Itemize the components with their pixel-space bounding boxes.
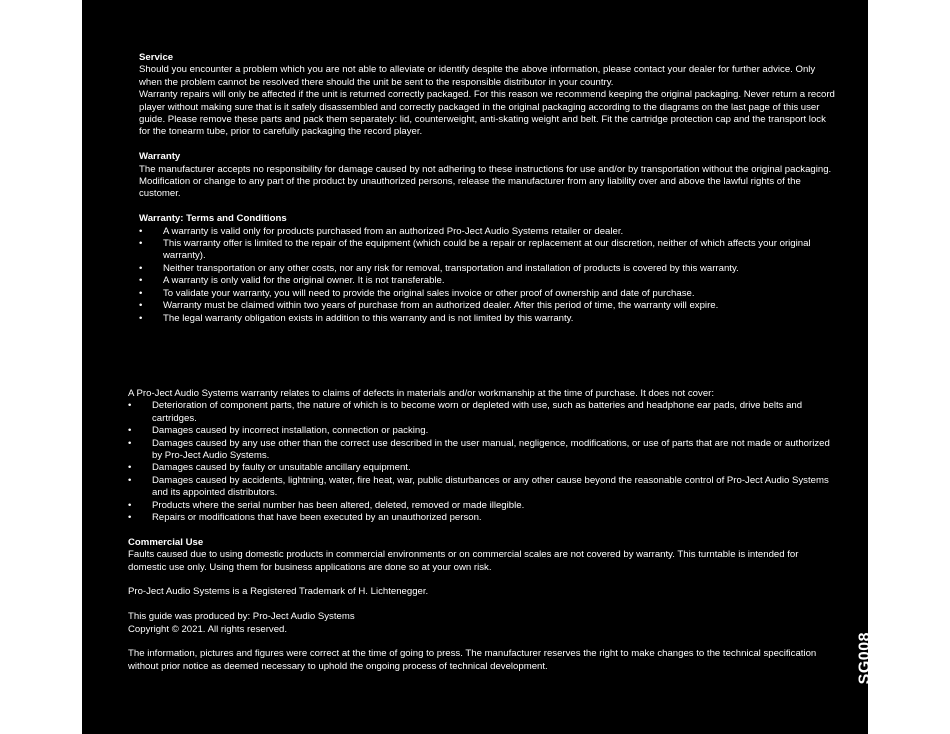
list-item: • Deterioration of component parts, the nature of which is to become worn or depleted with use, such as batteries and headphone ear pads, drive belts and cartridges. (128, 400, 838, 425)
upper-section (139, 52, 839, 325)
terms-list (139, 226, 839, 325)
list-item: • Damages caused by incorrect installation, connection or packing. (128, 425, 838, 437)
warranty-heading: Warranty (139, 151, 181, 163)
terms-heading: Warranty: Terms and Conditions (139, 213, 287, 225)
list-item: • To validate your warranty, you will need to provide the original sales invoice or other proof of ownership and date of purchase. (139, 288, 839, 300)
disclaimer-text: The information, pictures and figures were correct at the time of going to press. The manufacturer reserves the right to make changes to the technical specification without prior notice as deemed necessary to uphold the ongoing process of technical development. (128, 648, 817, 672)
manual-page (82, 0, 873, 734)
document-code: SG008 (856, 632, 873, 685)
warranty-text: The manufacturer accepts no responsibility for damage caused by not adhering to these instructions for use and/or by transportation without the original packaging. Modification or change to any part of the product by unauthorized persons, release the manufacturer from any liability over and above the lawful rights of the customer. (139, 163, 832, 200)
list-item: • The legal warranty obligation exists in addition to this warranty and is not limited by this warranty. (139, 313, 839, 325)
list-item: • A warranty is only valid for the original owner. It is not transferable. (139, 275, 839, 287)
coverage-intro: A Pro-Ject Audio Systems warranty relates to claims of defects in materials and/or workmanship at the time of purchase. It does not cover: (128, 388, 715, 399)
copyright-text: Copyright © 2021. All rights reserved. (128, 623, 288, 635)
service-heading: Service (139, 52, 174, 63)
produced-by-text: This guide was produced by: Pro-Ject Audio Systems (128, 611, 355, 623)
list-item: • Neither transportation or any other costs, nor any risk for removal, transportation and installation of products is covered by this warranty. (139, 263, 839, 275)
lower-section (128, 388, 838, 673)
list-item: • Warranty must be claimed within two years of purchase from an authorized dealer. After this period of time, the warranty will expire. (139, 300, 839, 312)
list-item: • Damages caused by accidents, lightning, water, fire heat, war, public disturbances or any other cause beyond the reasonable control of Pro-Ject Audio Systems and its appointed distributors. (128, 475, 838, 500)
service-text-2: Warranty repairs will only be affected if the unit is returned correctly packaged. For this reason we recommend keeping the original packaging. Never return a record player without making sure that is it safely disassembled and correctly packaged in the original packaging according to the diagrams on the last page of this user guide. Please remove these parts and pack them separately: lid, counterweight, anti-skating weight and belt. Fit the cartridge protection cap and the transport lock for the tonearm tube, prior to carefully packaging the record player. (139, 89, 835, 138)
list-item: • This warranty offer is limited to the repair of the equipment (which could be a repair or replacement at our discretion, neither of which affects your original warranty). (139, 238, 839, 263)
list-item: • Damages caused by any use other than the correct use described in the user manual, negligence, modifications, or use of parts that are not made or authorized by Pro-Ject Audio Systems. (128, 438, 838, 463)
list-item: • Products where the serial number has been altered, deleted, removed or made illegible. (128, 500, 838, 512)
list-item: • Repairs or modifications that have been executed by an unauthorized person. (128, 512, 838, 524)
list-item: • Damages caused by faulty or unsuitable ancillary equipment. (128, 462, 838, 474)
commercial-text: Faults caused due to using domestic products in commercial environments or on commercial scales are not covered by warranty. This turntable is intended for domestic use only. Using them for business applications are done so at your own risk. (128, 549, 799, 573)
trademark-text: Pro-Ject Audio Systems is a Registered Trademark of H. Lichtenegger. (128, 586, 429, 598)
coverage-list (128, 400, 838, 524)
list-item: • A warranty is valid only for products purchased from an authorized Pro-Ject Audio Systems retailer or dealer. (139, 226, 839, 238)
commercial-heading: Commercial Use (128, 536, 204, 548)
service-text-1: Should you encounter a problem which you are not able to alleviate or identify despite the above information, please contact your dealer for further advice. Only when the problem cannot be resolved there should the unit be sent to the responsible distributor in your country. (139, 64, 816, 88)
